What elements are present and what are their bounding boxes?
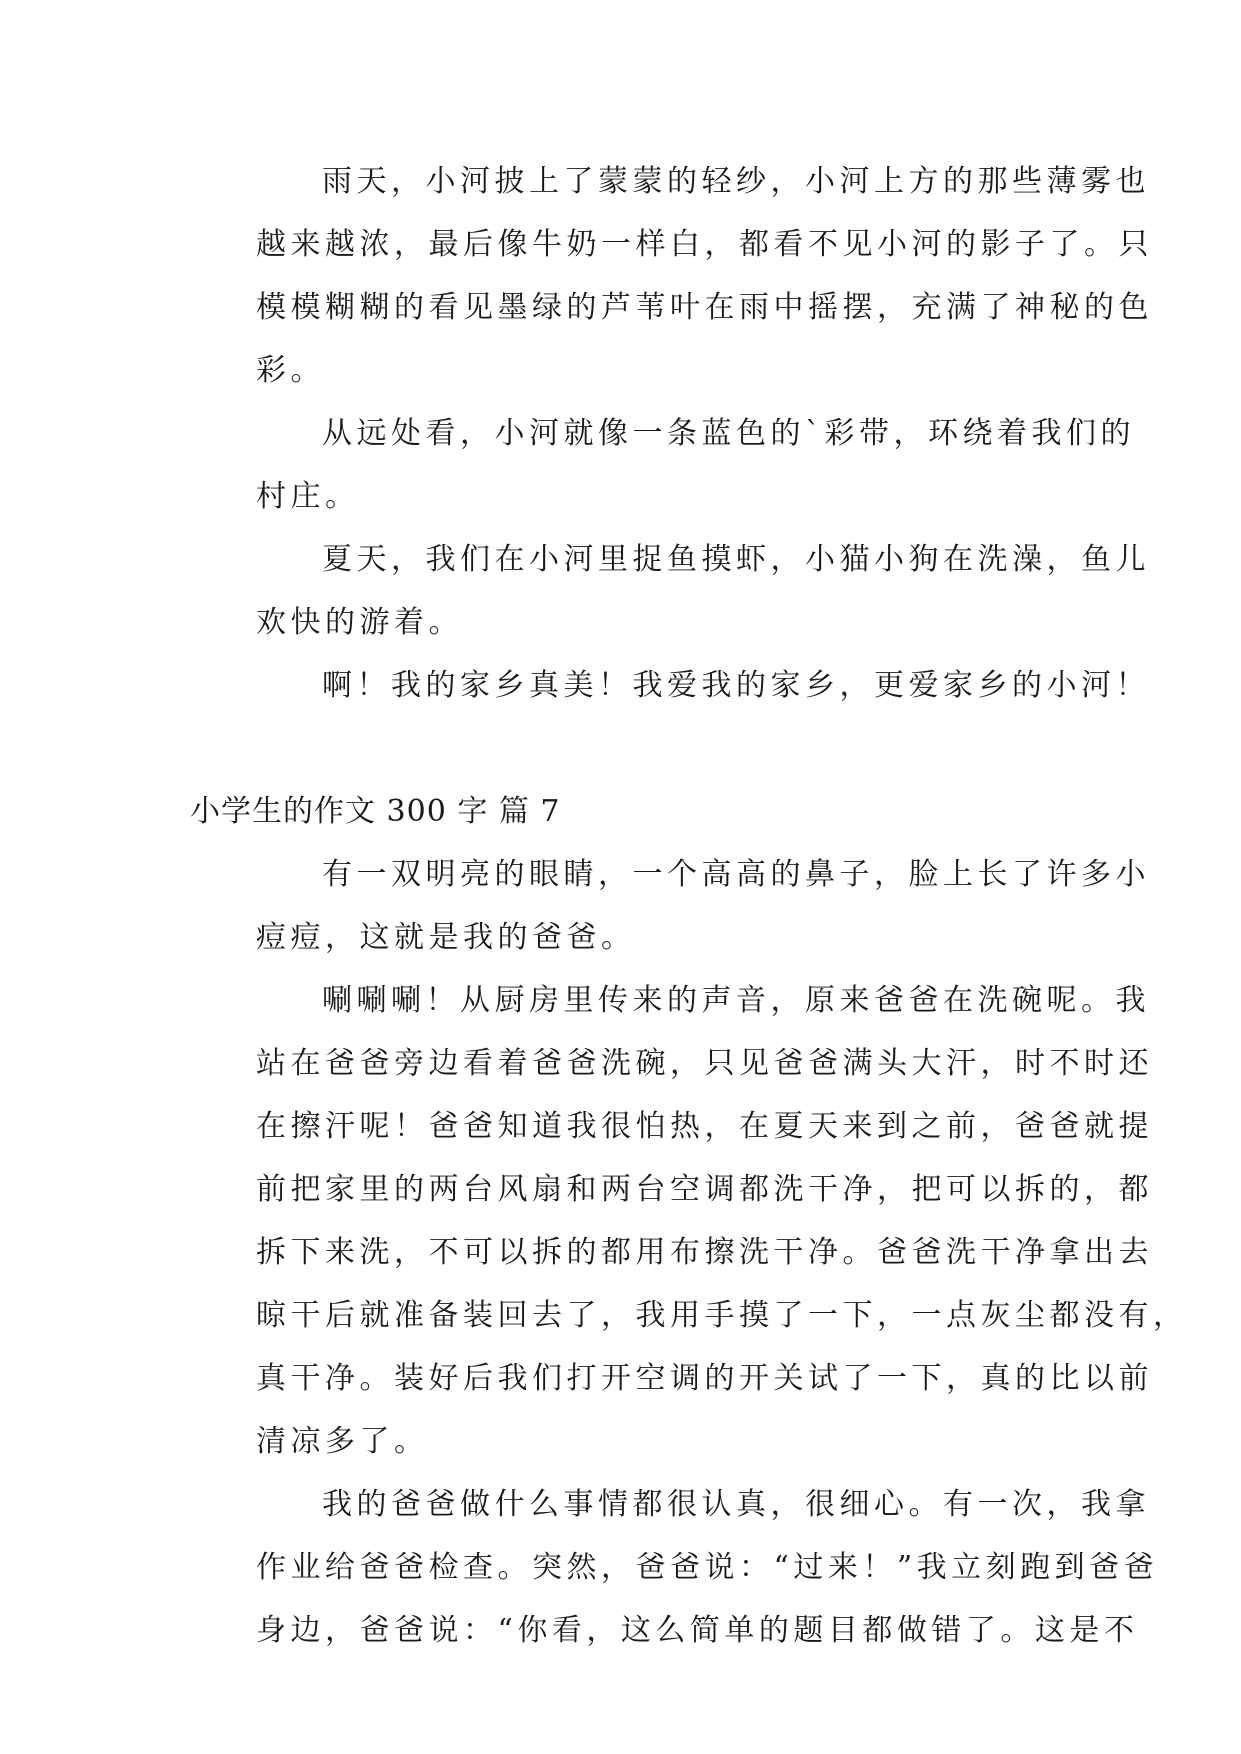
- text-line: 我的爸爸做什么事情都很认真，很细心。有一次，我拿: [322, 1487, 1150, 1522]
- text-line: 前把家里的两台风扇和两台空调都洗干净，把可以拆的，都: [256, 1172, 1153, 1207]
- paragraph: [190, 150, 1153, 402]
- text-line: 彩。: [256, 353, 325, 388]
- text-line: 越来越浓，最后像牛奶一样白，都看不见小河的影子了。只: [256, 227, 1153, 262]
- text-line: 在擦汗呢！爸爸知道我很怕热，在夏天来到之前，爸爸就提: [256, 1109, 1153, 1144]
- text-line: 痘痘，这就是我的爸爸。: [256, 920, 636, 955]
- text-line: 欢快的游着。: [256, 605, 463, 640]
- text-line: 唰唰唰！从厨房里传来的声音，原来爸爸在洗碗呢。我: [322, 983, 1150, 1018]
- text-line: 村庄。: [256, 479, 360, 514]
- text-line: 清凉多了。: [256, 1424, 429, 1459]
- document-body: [190, 150, 1188, 1662]
- text-line: 晾干后就准备装回去了，我用手摸了一下，一点灰尘都没有，: [256, 1298, 1188, 1333]
- text-line: 从远处看，小河就像一条蓝色的`彩带，环绕着我们的: [322, 416, 1135, 451]
- blank-line: [190, 717, 1050, 780]
- text-line: 雨天，小河披上了蒙蒙的轻纱，小河上方的那些薄雾也: [322, 164, 1150, 199]
- section-heading: 小学生的作文 300 字 篇 7: [190, 794, 561, 829]
- paragraph: [190, 969, 1188, 1473]
- text-line: 作业给爸爸检查。突然，爸爸说：“过来！”我立刻跑到爸爸: [256, 1550, 1159, 1585]
- text-line: 夏天，我们在小河里捉鱼摸虾，小猫小狗在洗澡，鱼儿: [322, 542, 1150, 577]
- paragraph: [190, 843, 1150, 969]
- text-line: 拆下来洗，不可以拆的都用布擦洗干净。爸爸洗干净拿出去: [256, 1235, 1153, 1270]
- text-line: 有一双明亮的眼睛，一个高高的鼻子，脸上长了许多小: [322, 857, 1150, 892]
- text-line: 模模糊糊的看见墨绿的芦苇叶在雨中摇摆，充满了神秘的色: [256, 290, 1153, 325]
- paragraph: [190, 1473, 1159, 1662]
- paragraph: [190, 654, 1150, 717]
- paragraph: [190, 528, 1150, 654]
- paragraph: [190, 402, 1135, 528]
- text-line: 真干净。装好后我们打开空调的开关试了一下，真的比以前: [256, 1361, 1153, 1396]
- text-line: 站在爸爸旁边看着爸爸洗碗，只见爸爸满头大汗，时不时还: [256, 1046, 1153, 1081]
- text-line: 身边，爸爸说：“你看，这么简单的题目都做错了。这是不: [256, 1613, 1139, 1648]
- text-line: 啊！我的家乡真美！我爱我的家乡，更爱家乡的小河！: [322, 668, 1150, 703]
